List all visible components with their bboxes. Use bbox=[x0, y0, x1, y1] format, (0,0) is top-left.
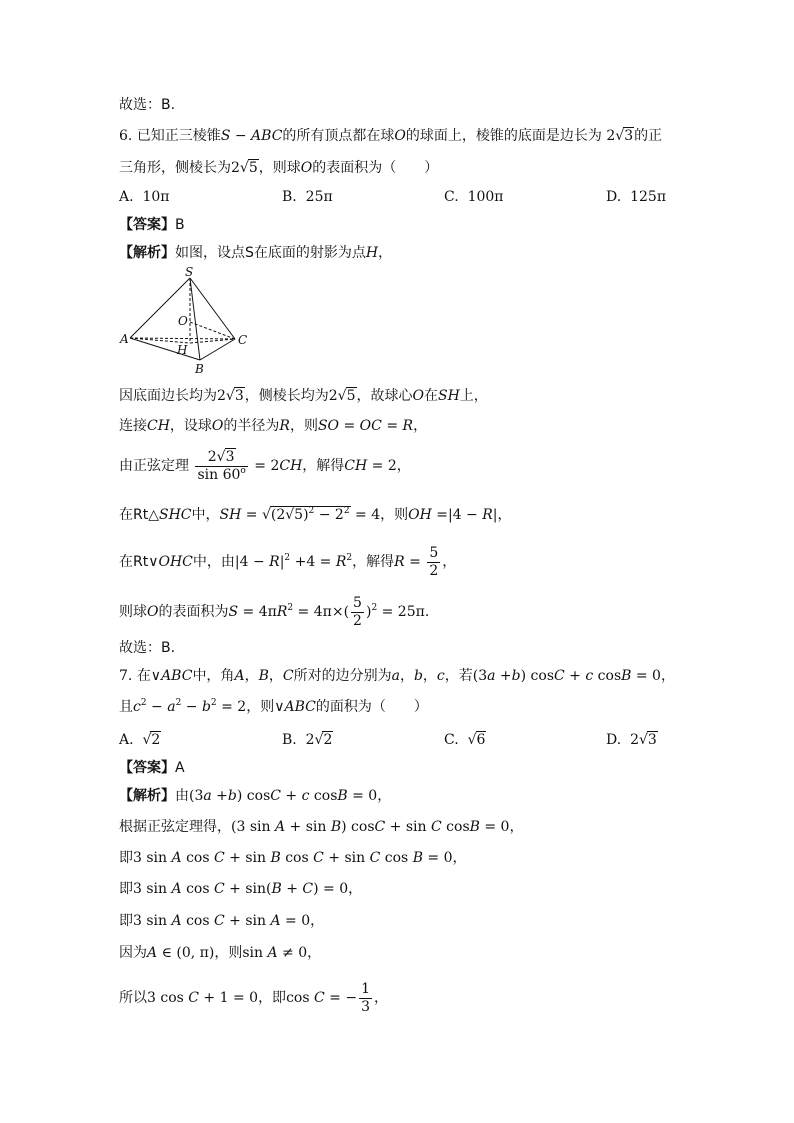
q7-analysis-line4: 即3 sin A cos C + sin(B + C) = 0， bbox=[119, 881, 363, 897]
q7-analysis-line5: 即3 sin A cos C + sin A = 0， bbox=[119, 913, 325, 929]
q6-analysis-line5: 在Rt∨OHC中，由$|4 - R|^2 +4 = R^2$，解得R = $\frac{5}{2}$ ， bbox=[119, 544, 457, 579]
q7-analysis-line6: 因为A ∈ (0, π)，则sin A ≠ 0， bbox=[119, 945, 322, 961]
q6-option-c: C. 100π bbox=[444, 189, 504, 205]
q7-option-c: C. √6 bbox=[444, 732, 486, 748]
q6-stem-line2: 三角形，侧棱长为2√5，则球O的表面积为（ ） bbox=[119, 160, 439, 176]
label-o: O bbox=[178, 314, 188, 328]
label-h: H bbox=[177, 343, 188, 357]
q6-option-d: D. 125π bbox=[606, 189, 667, 205]
q7-option-d: D. 2√3 bbox=[606, 732, 657, 748]
q7-analysis-line7: 所以3 cos C + 1 = 0，即cos C = − $\frac{1}{3}$ ， bbox=[119, 980, 388, 1015]
q6-answer: 【答案】B bbox=[119, 217, 185, 233]
q7-option-a: A. √2 bbox=[119, 732, 161, 748]
q6-conclusion: 故选：B. bbox=[119, 640, 176, 656]
label-b: B bbox=[195, 362, 204, 376]
q6-stem-line1: 6. 已知正三棱锥S − ABC的所有顶点都在球O的球面上，棱锥的底面是边长为 2√3的正 bbox=[119, 128, 663, 144]
q5-conclusion: 故选：B. bbox=[119, 97, 176, 113]
q7-option-b: B. 2√2 bbox=[282, 732, 333, 748]
q6-analysis-intro: 【解析】如图，设点S在底面的射影为点H， bbox=[119, 245, 393, 261]
label-s: S bbox=[185, 265, 194, 279]
q7-stem-line1: 7. 在∨ABC中，角A，B，C所对的边分别为a，b，c，若(3a +b) cosC + c cosB = 0， bbox=[119, 668, 675, 684]
q7-analysis-line3: 即3 sin A cos C + sin B cos C + sin C cos B = 0， bbox=[119, 850, 467, 866]
q6-option-a: A. 10π bbox=[119, 189, 170, 205]
q7-analysis-line2: 根据正弦定理得，(3 sin A + sin B) cosC + sin C cosB = 0， bbox=[119, 819, 524, 835]
pyramid-figure bbox=[118, 265, 258, 377]
q6-analysis-line6: 则球O的表面积为$S = 4\pi R^2 = 4\pi\times$( $\frac{5}{2}$ )$^2$ = 25π. bbox=[119, 594, 430, 629]
q6-option-b: B. 25π bbox=[282, 189, 333, 205]
q7-answer: 【答案】A bbox=[119, 760, 185, 776]
q6-analysis-line1: 因底面边长均为2√3，侧棱长均为2√5，故球心O在SH上， bbox=[119, 388, 488, 404]
q7-stem-line2: 且$c^2 - a^2 - b^2 = 2$，则∨ABC的面积为（ ） bbox=[119, 698, 428, 715]
q7-analysis-line1: 【解析】由(3a +b) cosC + c cosB = 0， bbox=[119, 788, 392, 804]
label-c: C bbox=[238, 333, 248, 347]
label-a: A bbox=[120, 332, 129, 346]
q6-analysis-line3: 由正弦定理 $\frac{2√3}{\sin 60^o}$ = 2CH，解得CH = 2， bbox=[119, 449, 411, 483]
q6-analysis-line2: 连接CH，设球O的半径为R，则SO = OC = R， bbox=[119, 418, 428, 434]
q6-analysis-line4: 在Rt△SHC中，SH = $√(2√5)^2 - 2^2 = 4$，则OH =|4 − R|， bbox=[119, 506, 512, 523]
